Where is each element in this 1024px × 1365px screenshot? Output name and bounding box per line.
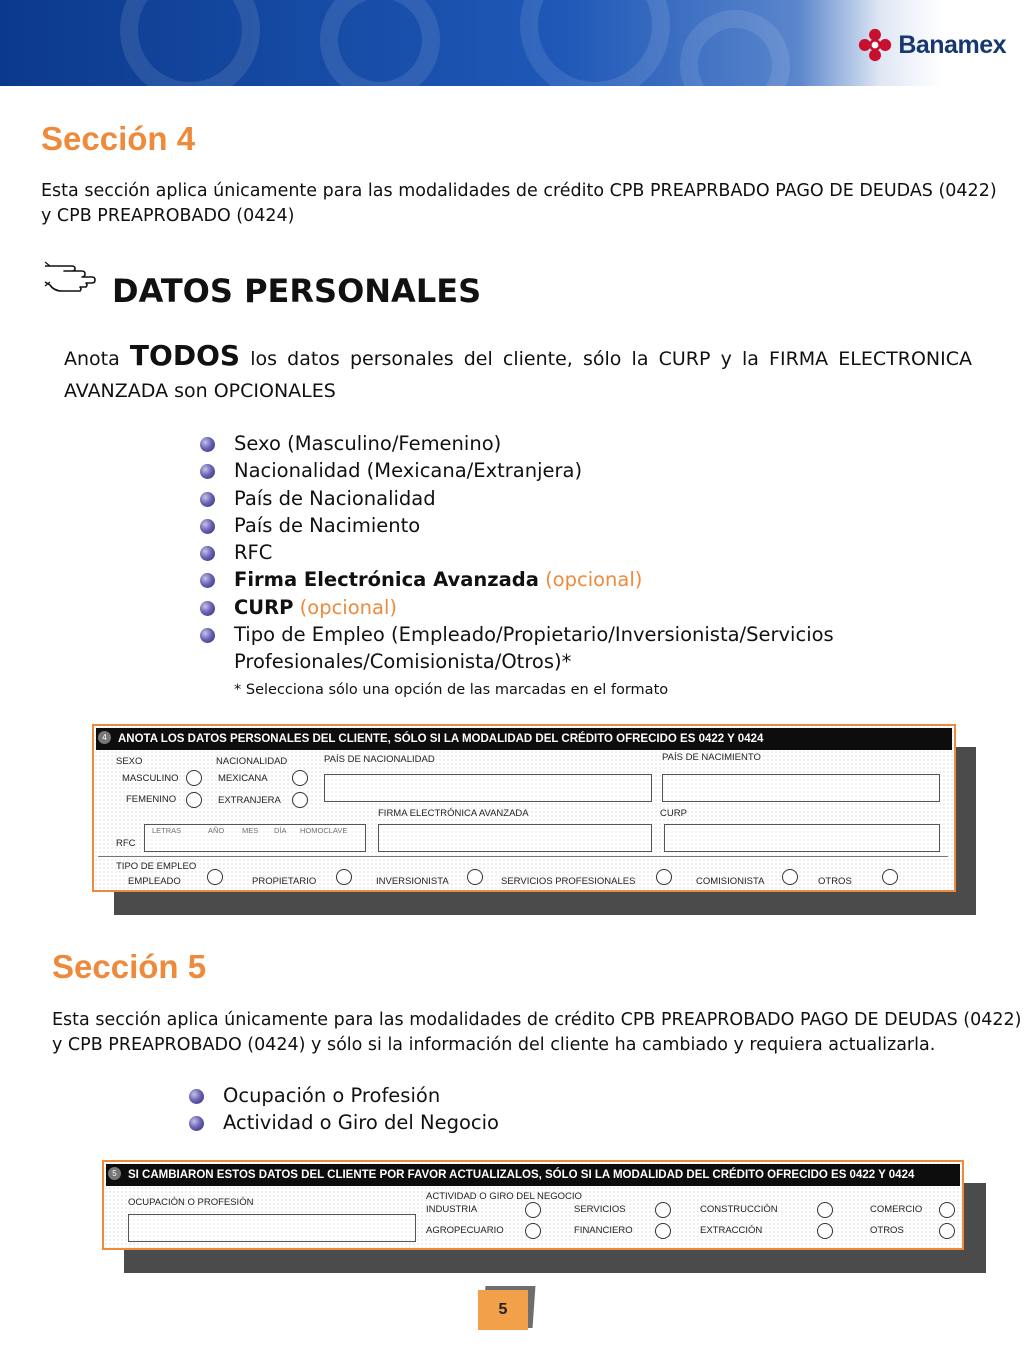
- form4-homoclave-label: HOMOCLAVE: [300, 826, 348, 835]
- form5-construccion-radio[interactable]: [817, 1202, 833, 1218]
- section4-intro-line1: Esta sección aplica únicamente para las modalidades de crédito CPB PREAPRBADO PAGO DE DEUDAS (0422): [41, 181, 997, 201]
- form4-empleado-label: EMPLEADO: [128, 876, 181, 887]
- form4-extranjera-label: EXTRANJERA: [218, 795, 281, 806]
- form5-otros-label: OTROS: [870, 1225, 904, 1236]
- form4-firma-label: FIRMA ELECTRÓNICA AVANZADA: [378, 808, 529, 819]
- form4-nacionalidad-label: NACIONALIDAD: [216, 756, 288, 767]
- list-item-text: Profesionales/Comisionista/Otros)*: [234, 650, 572, 674]
- bullet-sphere-icon: [189, 1116, 204, 1131]
- form4-femenino-label: FEMENINO: [126, 794, 177, 805]
- list-item-text: CURP: [234, 595, 294, 619]
- optional-tag: (opcional): [299, 595, 397, 619]
- section5-intro-line1: Esta sección aplica únicamente para las modalidades de crédito CPB PREAPROBADO PAGO DE DEUDAS (0422): [52, 1010, 1022, 1030]
- section4-bullet-list: [200, 430, 834, 676]
- form5-servicios-label: SERVICIOS: [574, 1204, 626, 1215]
- form4-pais-nacimiento-label: PAÍS DE NACIMIENTO: [662, 752, 761, 763]
- list-item: [200, 539, 834, 566]
- list-item: [200, 430, 834, 457]
- list-item-text: País de Nacimiento: [234, 513, 421, 537]
- section4-instruction: [64, 340, 972, 407]
- optional-tag: (opcional): [545, 568, 643, 592]
- bullet-sphere-icon: [200, 546, 215, 561]
- section4-note: * Selecciona sólo una opción de las marcadas en el formato: [234, 682, 669, 698]
- list-item: [200, 512, 834, 539]
- list-item-text: RFC: [234, 541, 273, 565]
- form4-masculino-radio[interactable]: [186, 770, 202, 786]
- bullet-sphere-icon: [200, 601, 215, 616]
- bullet-sphere-icon: [189, 1089, 204, 1104]
- list-item-text: Sexo (Masculino/Femenino): [234, 432, 502, 455]
- section5-title: Sección 5: [52, 948, 207, 985]
- section4-intro-line2: y CPB PREAPROBADO (0424): [41, 206, 295, 226]
- section4-title: Sección 4: [41, 120, 196, 157]
- section5-bullet-list: [189, 1082, 499, 1137]
- list-item: [189, 1109, 499, 1136]
- form4-header: ANOTA LOS DATOS PERSONALES DEL CLIENTE, SÓLO SI LA MODALIDAD DEL CRÉDITO OFRECIDO ES 0422 Y 0424: [96, 728, 952, 750]
- instruction-post: los datos personales del cliente, sólo la CURP y la FIRMA ELECTRONICA AVANZADA son OPCIONALES: [64, 348, 973, 402]
- bullet-sphere-icon: [200, 492, 215, 507]
- page-number: 5: [478, 1290, 528, 1330]
- form4-rfc-field[interactable]: [144, 824, 366, 852]
- banner-decoration: [320, 0, 440, 86]
- form4-femenino-radio[interactable]: [186, 792, 202, 808]
- form4-otros-label: OTROS: [818, 876, 852, 887]
- form5-agropecuario-label: AGROPECUARIO: [426, 1225, 504, 1236]
- banner-decoration: [120, 0, 260, 86]
- form4-empleado-radio[interactable]: [207, 869, 223, 885]
- banner-decoration: [680, 10, 790, 86]
- list-item: [189, 1082, 499, 1109]
- banamex-logo[interactable]: [858, 28, 1006, 62]
- section4-heading: DATOS PERSONALES: [112, 272, 482, 310]
- form4-firma-field[interactable]: [378, 824, 652, 852]
- form4-mexicana-label: MEXICANA: [218, 773, 268, 784]
- form4-inversionista-radio[interactable]: [467, 869, 483, 885]
- form4-image: [92, 724, 956, 892]
- form4-servicios-radio[interactable]: [656, 869, 672, 885]
- form4-ano-label: AÑO: [208, 826, 225, 835]
- form4-dia-label: DÍA: [274, 826, 287, 835]
- page-number-tab: [478, 1286, 532, 1332]
- form4-mexicana-radio[interactable]: [292, 770, 308, 786]
- form5-financiero-radio[interactable]: [655, 1223, 671, 1239]
- list-item-text: Nacionalidad (Mexicana/Extranjera): [234, 459, 583, 483]
- form4-pais-nacionalidad-field[interactable]: [324, 774, 652, 802]
- form4-sexo-label: SEXO: [116, 756, 143, 767]
- form4-pais-nacionalidad-label: PAÍS DE NACIONALIDAD: [324, 754, 435, 765]
- list-item-text: Actividad o Giro del Negocio: [223, 1111, 499, 1135]
- form5-construccion-label: CONSTRUCCIÓN: [700, 1204, 778, 1215]
- bullet-sphere-icon: [200, 628, 215, 643]
- form5-ocupacion-field[interactable]: [128, 1214, 416, 1242]
- list-item: [200, 485, 834, 512]
- form5-extraccion-label: EXTRACCIÓN: [700, 1225, 763, 1236]
- list-item: [200, 594, 834, 621]
- list-item-text: Tipo de Empleo (Empleado/Propietario/Inversionista/Servicios: [234, 623, 834, 647]
- bullet-sphere-icon: [200, 437, 215, 452]
- form4-propietario-label: PROPIETARIO: [252, 876, 317, 887]
- form5-comercio-label: COMERCIO: [870, 1204, 923, 1215]
- bullet-sphere-icon: [200, 464, 215, 479]
- form4-comisionista-label: COMISIONISTA: [696, 876, 765, 887]
- form5-extraccion-radio[interactable]: [817, 1223, 833, 1239]
- form5-image: [102, 1160, 964, 1250]
- form5-servicios-radio[interactable]: [655, 1202, 671, 1218]
- form4-letras-label: LETRAS: [152, 826, 182, 835]
- list-item: [200, 457, 834, 484]
- form4-rfc-label: RFC: [116, 838, 136, 849]
- form4-number: 4: [98, 731, 111, 744]
- pointing-hand-icon: [42, 258, 98, 294]
- list-item-text: Firma Electrónica Avanzada: [234, 568, 539, 592]
- form5-actividad-label: ACTIVIDAD O GIRO DEL NEGOCIO: [426, 1191, 582, 1202]
- form4-otros-radio[interactable]: [882, 869, 898, 885]
- list-item-text: Ocupación o Profesión: [223, 1084, 441, 1107]
- form4-masculino-label: MASCULINO: [122, 773, 179, 784]
- form5-ocupacion-label: OCUPACIÓN O PROFESIÓN: [128, 1197, 254, 1208]
- form4-curp-field[interactable]: [664, 824, 940, 852]
- list-item: [200, 566, 834, 593]
- instruction-emphasis: TODOS: [129, 339, 241, 372]
- banner-decoration: [520, 0, 670, 86]
- banamex-logo-icon: [858, 28, 892, 62]
- form4-extranjera-radio[interactable]: [292, 792, 308, 808]
- form4-curp-label: CURP: [660, 808, 687, 819]
- form5-financiero-label: FINANCIERO: [574, 1225, 633, 1236]
- form4-tipo-empleo-label: TIPO DE EMPLEO: [116, 861, 197, 872]
- form4-divider: [98, 856, 948, 857]
- form4-mes-label: MES: [242, 826, 259, 835]
- form4-inversionista-label: INVERSIONISTA: [376, 876, 449, 887]
- instruction-pre: Anota: [64, 348, 120, 370]
- form5-comercio-radio[interactable]: [939, 1202, 955, 1218]
- form5-industria-radio[interactable]: [525, 1202, 541, 1218]
- form5-agropecuario-radio[interactable]: [525, 1223, 541, 1239]
- bullet-sphere-icon: [200, 573, 215, 588]
- section5-intro-line2: y CPB PREAPROBADO (0424) y sólo si la información del cliente ha cambiado y requiera actualizarla.: [52, 1035, 936, 1055]
- list-item-text: País de Nacionalidad: [234, 486, 436, 510]
- form5-header: SI CAMBIARON ESTOS DATOS DEL CLIENTE POR FAVOR ACTUALIZALOS, SÓLO SI LA MODALIDAD DEL CRÉDITO OFRECIDO ES 0422 Y 0424: [106, 1164, 960, 1186]
- form5-otros-radio[interactable]: [939, 1223, 955, 1239]
- form5-number: 5: [108, 1167, 121, 1180]
- form4-propietario-radio[interactable]: [336, 869, 352, 885]
- form4-pais-nacimiento-field[interactable]: [662, 774, 940, 802]
- brand-name: Banamex: [898, 30, 1006, 59]
- form4-servicios-label: SERVICIOS PROFESIONALES: [501, 876, 636, 887]
- form4-comisionista-radio[interactable]: [782, 869, 798, 885]
- bullet-sphere-icon: [200, 519, 215, 534]
- form5-industria-label: INDUSTRIA: [426, 1204, 478, 1215]
- list-item: [200, 621, 834, 676]
